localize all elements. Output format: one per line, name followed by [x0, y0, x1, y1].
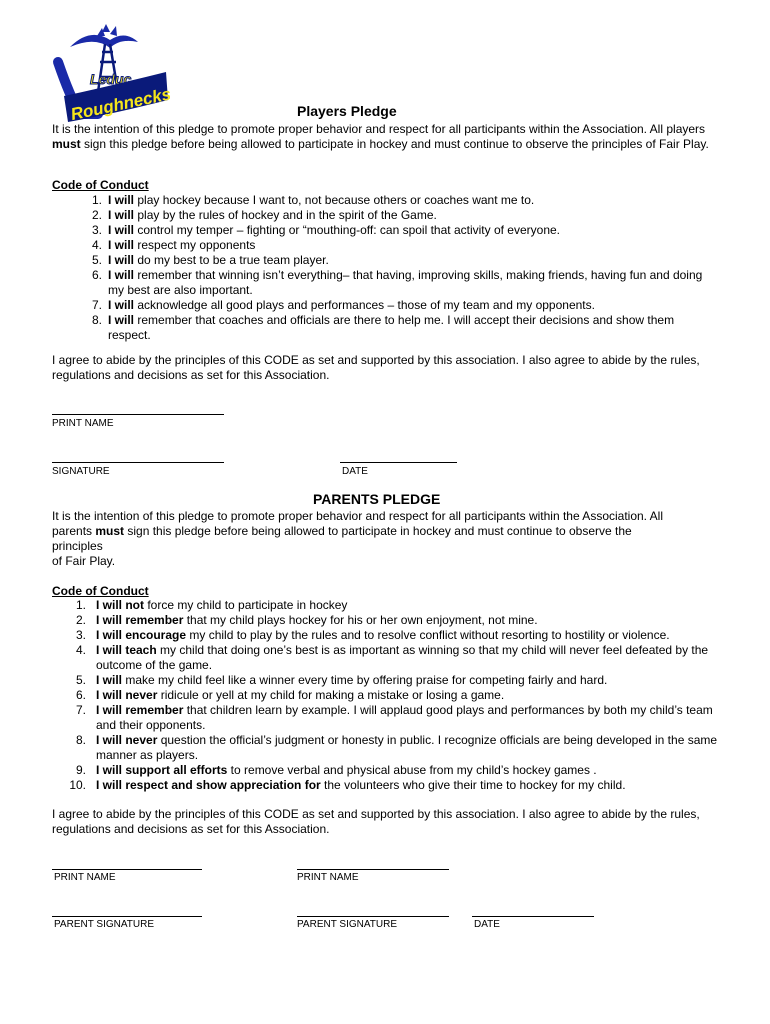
item-number: 5.	[75, 673, 86, 687]
parents-code-item	[52, 628, 720, 643]
parents-code-item	[52, 673, 720, 688]
item-number: 5.	[91, 253, 102, 267]
parents-print-name-label-1: PRINT NAME	[54, 872, 116, 883]
parents-code-item	[52, 778, 720, 793]
item-text: remember that winning isn’t everything– that having, improving skills, making friends, having fun and doing my best are also important.	[108, 268, 703, 297]
item-text: ridicule or yell at my child for making a mistake or losing a game.	[157, 688, 505, 702]
item-bold-lead: I will not	[96, 598, 144, 612]
parents-code-item	[52, 688, 720, 703]
players-code-item	[52, 238, 720, 253]
item-bold-lead: I will	[108, 298, 135, 312]
item-text: to remove verbal and physical abuse from my child’s hockey games .	[227, 763, 597, 777]
parents-code-item	[52, 598, 720, 613]
parents-intro-line2	[52, 524, 732, 539]
players-print-name-label: PRINT NAME	[52, 418, 114, 429]
parents-intro-line2-before: parents	[52, 524, 96, 538]
players-code-item	[52, 253, 720, 268]
parents-code-list	[52, 598, 720, 793]
item-bold-lead: I will remember	[96, 703, 184, 717]
parents-code-item	[52, 733, 720, 763]
players-intro-after: sign this pledge before being allowed to participate in hockey and must continue to observe the principles of Fair Play.	[80, 137, 709, 151]
item-bold-lead: I will	[108, 268, 135, 282]
item-text: that my child plays hockey for his or her own enjoyment, not mine.	[183, 613, 538, 627]
parents-signature-line-1[interactable]	[52, 916, 202, 917]
parents-signature-label-2: PARENT SIGNATURE	[297, 919, 398, 930]
parents-print-name-line-1[interactable]	[52, 869, 202, 870]
players-code-item	[52, 313, 720, 343]
players-date-label: DATE	[342, 466, 368, 477]
item-number: 3.	[91, 223, 102, 237]
item-number: 9.	[75, 763, 86, 777]
parents-code-title: Code of Conduct	[52, 584, 149, 598]
item-bold-lead: I will respect and show appreciation for	[96, 778, 321, 792]
item-text: remember that coaches and officials are there to help me. I will accept their decisions and show them respect.	[108, 313, 675, 342]
item-text: acknowledge all good plays and performances – those of my team and my opponents.	[134, 298, 595, 312]
parents-intro-line1: It is the intention of this pledge to promote proper behavior and respect for all participants within the Association. All	[52, 509, 664, 523]
leduc-roughnecks-logo	[50, 22, 170, 122]
parents-print-name-line-2[interactable]	[297, 869, 449, 870]
item-number: 3.	[75, 628, 86, 642]
players-intro-bold: must	[52, 137, 81, 151]
parents-code-item	[52, 703, 720, 733]
item-text: make my child feel like a winner every time by offering praise for competing fairly and hard.	[122, 673, 608, 687]
parents-date-label: DATE	[474, 919, 500, 930]
players-code-item	[52, 298, 720, 313]
parents-intro-line3: principles	[52, 539, 103, 553]
parents-intro-line2-bold: must	[95, 524, 125, 538]
item-number: 8.	[75, 733, 86, 747]
players-code-item	[52, 268, 720, 298]
parents-code-item	[52, 763, 720, 778]
players-code-item	[52, 223, 720, 238]
parents-agree-text: I agree to abide by the principles of this CODE as set and supported by this association. I also agree to abide by the rules, regulations and decisions as set for this Association.	[52, 807, 700, 836]
item-number: 2.	[91, 208, 102, 222]
item-bold-lead: I will	[108, 238, 135, 252]
item-bold-lead: I will encourage	[96, 628, 187, 642]
item-bold-lead: I will	[96, 673, 123, 687]
parents-signature-line-2[interactable]	[297, 916, 449, 917]
logo-text-top: Leduc	[90, 71, 132, 87]
item-bold-lead: I will support all efforts	[96, 763, 228, 777]
item-bold-lead: I will teach	[96, 643, 157, 657]
item-text: my child that doing one’s best is as important as winning so that my child will never feel defeated by the outcome of the game.	[96, 643, 709, 672]
item-text: control my temper – fighting or “mouthing-off: can spoil that activity of everyone.	[134, 223, 560, 237]
players-print-name-line[interactable]	[52, 414, 224, 415]
players-signature-label: SIGNATURE	[52, 466, 110, 477]
item-number: 4.	[91, 238, 102, 252]
item-bold-lead: I will never	[96, 733, 158, 747]
item-bold-lead: I will remember	[96, 613, 184, 627]
logo-text-bottom: Roughnecks	[69, 84, 170, 122]
players-code-list	[52, 193, 720, 343]
item-number: 10.	[69, 778, 86, 792]
item-number: 4.	[75, 643, 86, 657]
item-number: 1.	[91, 193, 102, 207]
item-text: question the official’s judgment or honesty in public. I recognize officials are being developed in the same manner as players.	[96, 733, 718, 762]
item-text: force my child to participate in hockey	[144, 598, 348, 612]
parents-intro-line2-after: sign this pledge before being allowed to participate in hockey and must continue to observe the	[124, 524, 632, 538]
item-number: 7.	[75, 703, 86, 717]
players-code-title: Code of Conduct	[52, 178, 149, 192]
players-pledge-title: Players Pledge	[297, 103, 397, 119]
item-bold-lead: I will never	[96, 688, 158, 702]
item-text: the volunteers who give their time to hockey for my child.	[320, 778, 626, 792]
item-number: 6.	[91, 268, 102, 282]
item-number: 7.	[91, 298, 102, 312]
item-number: 2.	[75, 613, 86, 627]
item-text: that children learn by example. I will applaud good plays and performances by both my child’s team and their opponents.	[96, 703, 713, 732]
item-bold-lead: I will	[108, 253, 135, 267]
parents-print-name-label-2: PRINT NAME	[297, 872, 359, 883]
parents-pledge-title: PARENTS PLEDGE	[313, 491, 441, 507]
parents-code-item	[52, 613, 720, 628]
parents-intro	[52, 509, 732, 569]
item-bold-lead: I will	[108, 313, 135, 327]
players-intro	[52, 122, 712, 152]
item-text: my child to play by the rules and to resolve conflict without resorting to hostility or violence.	[186, 628, 670, 642]
item-bold-lead: I will	[108, 193, 135, 207]
players-code-item	[52, 193, 720, 208]
parents-date-line[interactable]	[472, 916, 594, 917]
item-bold-lead: I will	[108, 208, 135, 222]
parents-signature-label-1: PARENT SIGNATURE	[54, 919, 155, 930]
logo-graphic	[50, 22, 170, 122]
players-signature-line[interactable]	[52, 462, 224, 463]
item-bold-lead: I will	[108, 223, 135, 237]
players-code-item	[52, 208, 720, 223]
players-agree-text: I agree to abide by the principles of this CODE as set and supported by this association. I also agree to abide by the rules, regulations and decisions as set for this Association.	[52, 353, 700, 382]
item-text: play hockey because I want to, not because others or coaches want me to.	[134, 193, 535, 207]
item-text: do my best to be a true team player.	[134, 253, 329, 267]
item-number: 8.	[91, 313, 102, 327]
item-number: 6.	[75, 688, 86, 702]
parents-intro-line4: of Fair Play.	[52, 554, 116, 568]
item-text: respect my opponents	[134, 238, 256, 252]
players-intro-before: It is the intention of this pledge to promote proper behavior and respect for all participants within the Association. All players	[52, 122, 706, 136]
item-number: 1.	[75, 598, 86, 612]
parents-code-item	[52, 643, 720, 673]
item-text: play by the rules of hockey and in the spirit of the Game.	[134, 208, 437, 222]
players-date-line[interactable]	[340, 462, 457, 463]
